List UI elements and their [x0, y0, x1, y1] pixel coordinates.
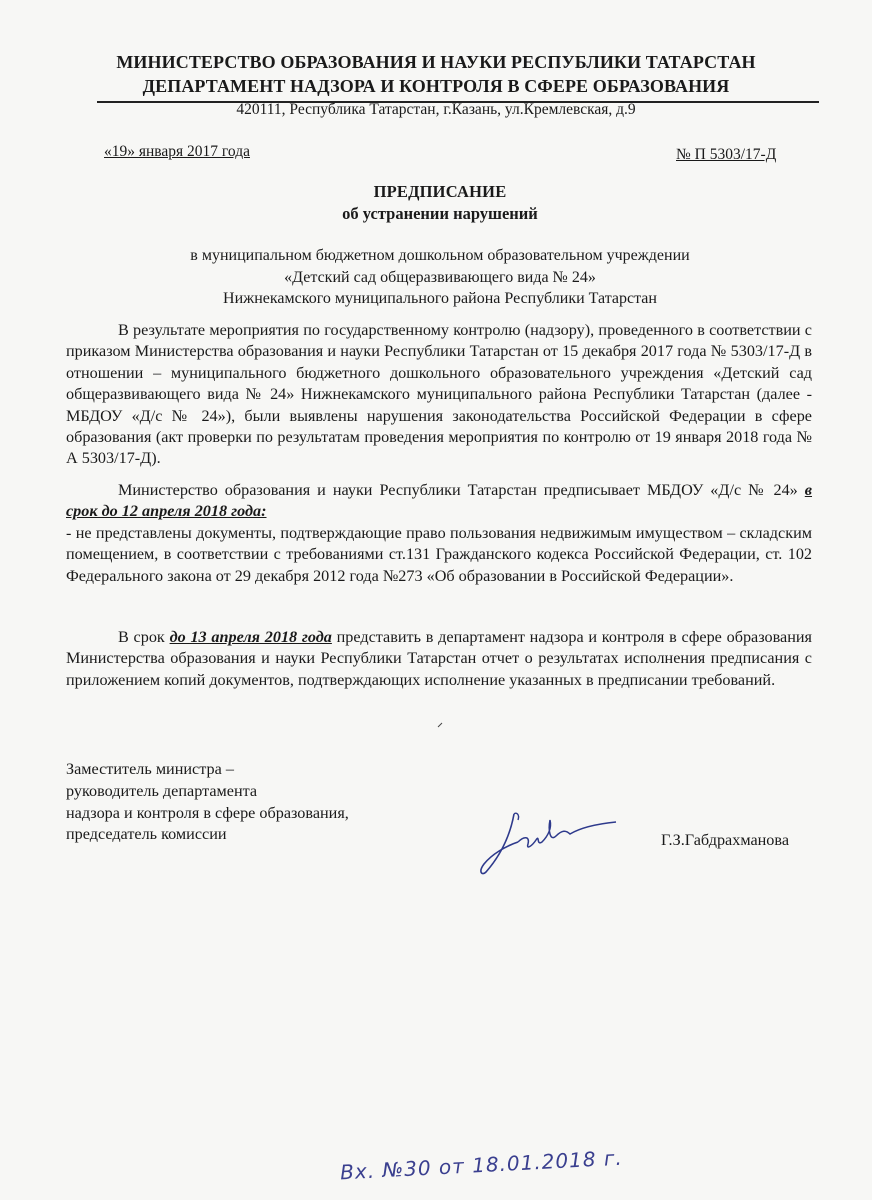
paragraph-order: [66, 480, 812, 523]
paragraph-violation: [66, 523, 812, 587]
handwritten-signature: [470, 806, 620, 878]
paragraph-report: [66, 627, 812, 691]
document-title: ПРЕДПИСАНИЕ: [373, 182, 507, 201]
pen-mark: [437, 722, 443, 728]
deadline-1: в срок до 12 апреля 2018 года:: [66, 481, 813, 521]
document-number: № П 5303/17-Д: [676, 146, 777, 163]
signer-title-line-4: председатель комиссии: [66, 825, 227, 843]
signer-name: Г.З.Габдрахманова: [661, 831, 790, 849]
ministry-name: МИНИСТЕРСТВО ОБРАЗОВАНИЯ И НАУКИ РЕСПУБЛИКИ ТАТАРСТАН: [116, 52, 756, 72]
document-subtitle: об устранении нарушений: [342, 204, 538, 223]
paragraph-order-text: Министерство образования и науки Республики Татарстан предписывает МБДОУ «Д/с № 24»: [118, 481, 798, 499]
department-name: ДЕПАРТАМЕНТ НАДЗОРА И КОНТРОЛЯ В СФЕРЕ ОБРАЗОВАНИЯ: [142, 76, 730, 96]
signer-title-line-1: Заместитель министра –: [66, 760, 234, 778]
institution-line-1: в муниципальном бюджетном дошкольном образовательном учреждении: [190, 247, 690, 264]
signer-title-line-2: руководитель департамента: [66, 782, 258, 800]
signer-title-line-3: надзора и контроля в сфере образования,: [66, 804, 349, 822]
paragraph-findings-text: В результате мероприятия по государственному контролю (надзору), проведенного в соответствии с приказом Министерства образования и науки Республики Татарстан от 15 декабря 2017 года № 5303/17-Д в отношении – муниципального бюджетного дошкольного образовательного учреждения «Детский сад общеразвивающего вида № 24» Нижнекамского муниципального района Республики Татарстан (далее - МБДОУ «Д/с № 24»), были выявлены нарушения законодательства Российской Федерации в сфере образования (акт проверки по результатам проведения мероприятия по контролю от 19 января 2018 года № А 5303/17-Д).: [66, 321, 812, 468]
address: 420111, Республика Татарстан, г.Казань, ул.Кремлевская, д.9: [236, 101, 636, 118]
deadline-2: до 13 апреля 2018 года: [169, 628, 332, 646]
institution-line-3: Нижнекамского муниципального района Республики Татарстан: [223, 290, 657, 307]
incoming-registration-note: Вх. №30 от 18.01.2018 г.: [339, 1145, 624, 1185]
paragraph-report-start: В срок: [118, 628, 165, 646]
paragraph-report-end: представить в департамент надзора и контроля в сфере образования Министерства образования и науки Республики Татарстан отчет о результатах исполнения предписания с приложением копий документов, подтверждающих исполнение указанных в предписании требований.: [66, 628, 813, 689]
paragraph-findings: [66, 320, 812, 470]
institution-line-2: «Детский сад общеразвивающего вида № 24»: [284, 269, 596, 286]
paragraph-violation-text: - не представлены документы, подтверждающие право пользования недвижимым имуществом – складским помещением, в соответствии с требованиями ст.131 Гражданского кодекса Российской Федерации, ст. 102 Федерального закона от 29 декабря 2012 года №273 «Об образовании в Российской Федерации».: [66, 524, 812, 585]
document-date: «19» января 2017 года: [104, 143, 250, 160]
